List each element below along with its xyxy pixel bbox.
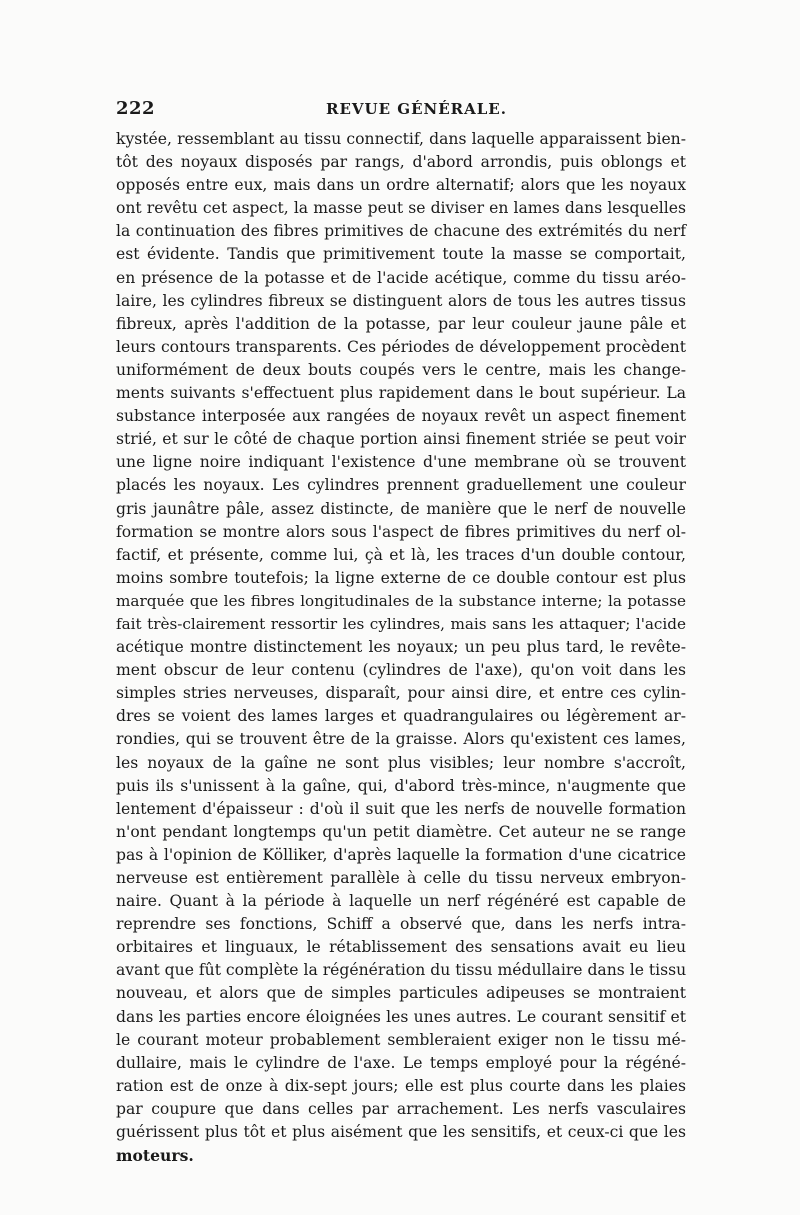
text-line: le courant moteur probablement sembleraient exiger non le tissu mé- [116, 1030, 686, 1049]
text-line: fait très-clairement ressortir les cylindres, mais sans les attaquer; l'acide [116, 614, 686, 633]
text-line: tôt des noyaux disposés par rangs, d'abord arrondis, puis oblongs et [116, 153, 686, 172]
text-line: puis ils s'unissent à la gaîne, qui, d'abord très-mince, n'augmente que [116, 776, 686, 795]
text-line: formation se montre alors sous l'aspect de fibres primitives du nerf ol- [116, 522, 686, 541]
text-line: factif, et présente, comme lui, çà et là, les traces d'un double contour, [116, 545, 686, 564]
text-line: laire, les cylindres fibreux se distinguent alors de tous les autres tissus [116, 291, 686, 310]
text-line: en présence de la potasse et de l'acide acétique, comme du tissu aréo- [116, 268, 686, 287]
text-line: acétique montre distinctement les noyaux; un peu plus tard, le revête- [116, 638, 686, 657]
text-line: moteurs. [116, 1146, 194, 1166]
text-line: reprendre ses fonctions, Schiff a observé que, dans les nerfs intra- [116, 915, 686, 934]
text-line: ment obscur de leur contenu (cylindres de l'axe), qu'on voit dans les [116, 661, 686, 680]
text-line: placés les noyaux. Les cylindres prennent graduellement une couleur [116, 476, 686, 495]
text-line: opposés entre eux, mais dans un ordre alternatif; alors que les noyaux [116, 176, 686, 195]
text-line: lentement d'épaisseur : d'où il suit que les nerfs de nouvelle formation [116, 799, 686, 818]
text-line: kystée, ressemblant au tissu connectif, dans laquelle apparaissent bien- [116, 130, 686, 148]
text-line: substance interposée aux rangées de noyaux revêt un aspect finement [116, 407, 686, 426]
text-line: naire. Quant à la période à laquelle un nerf régénéré est capable de [116, 892, 686, 911]
text-line: dans les parties encore éloignées les unes autres. Le courant sensitif et [116, 1007, 686, 1026]
text-line: orbitaires et linguaux, le rétablissement des sensations avait eu lieu [116, 938, 686, 957]
text-line: la continuation des fibres primitives de chacune des extrémités du nerf [116, 222, 686, 241]
text-line: guérissent plus tôt et plus aisément que les sensitifs, et ceux-ci que les [116, 1123, 686, 1142]
text-line: rondies, qui se trouvent être de la graisse. Alors qu'existent ces lames, [116, 730, 686, 749]
text-line: leurs contours transparents. Ces périodes de développement procèdent [116, 337, 686, 356]
text-line: dres se voient des lames larges et quadrangulaires ou légèrement ar- [116, 707, 686, 726]
body-text [116, 128, 686, 1167]
running-title: REVUE GÉNÉRALE. [326, 100, 507, 118]
text-line: nouveau, et alors que de simples particules adipeuses se montraient [116, 984, 686, 1003]
text-line: avant que fût complète la régénération du tissu médullaire dans le tissu [116, 961, 687, 980]
text-line: n'ont pendant longtemps qu'un petit diamètre. Cet auteur ne se range [116, 822, 686, 841]
text-line: gris jaunâtre pâle, assez distincte, de manière que le nerf de nouvelle [116, 499, 686, 518]
text-line: dullaire, mais le cylindre de l'axe. Le temps employé pour la régéné- [116, 1053, 686, 1072]
text-line: moins sombre toutefois; la ligne externe de ce double contour est plus [116, 568, 686, 587]
text-line: uniformément de deux bouts coupés vers le centre, mais les change- [116, 360, 686, 379]
text-line: simples stries nerveuses, disparaît, pour ainsi dire, et entre ces cylin- [116, 684, 686, 703]
text-line: les noyaux de la gaîne ne sont plus visibles; leur nombre s'accroît, [116, 753, 686, 772]
text-line: ments suivants s'effectuent plus rapidement dans le bout supérieur. La [116, 384, 686, 403]
text-line: pas à l'opinion de Kölliker, d'après laquelle la formation d'une cicatrice [116, 845, 686, 864]
text-line: est évidente. Tandis que primitivement toute la masse se comportait, [116, 245, 686, 264]
text-line: strié, et sur le côté de chaque portion ainsi finement striée se peut voir [116, 430, 686, 449]
page-header [116, 98, 686, 126]
page-number: 222 [116, 98, 156, 119]
text-line: marquée que les fibres longitudinales de la substance interne; la potasse [116, 591, 686, 610]
text-line: par coupure que dans celles par arrachement. Les nerfs vasculaires [116, 1099, 686, 1118]
text-line: fibreux, après l'addition de la potasse, par leur couleur jaune pâle et [116, 314, 686, 333]
text-line: ont revêtu cet aspect, la masse peut se diviser en lames dans lesquelles [116, 199, 686, 218]
text-line: ration est de onze à dix-sept jours; elle est plus courte dans les plaies [116, 1076, 686, 1095]
text-line: nerveuse est entièrement parallèle à celle du tissu nerveux embryon- [116, 869, 686, 887]
text-line: une ligne noire indiquant l'existence d'une membrane où se trouvent [116, 453, 686, 472]
